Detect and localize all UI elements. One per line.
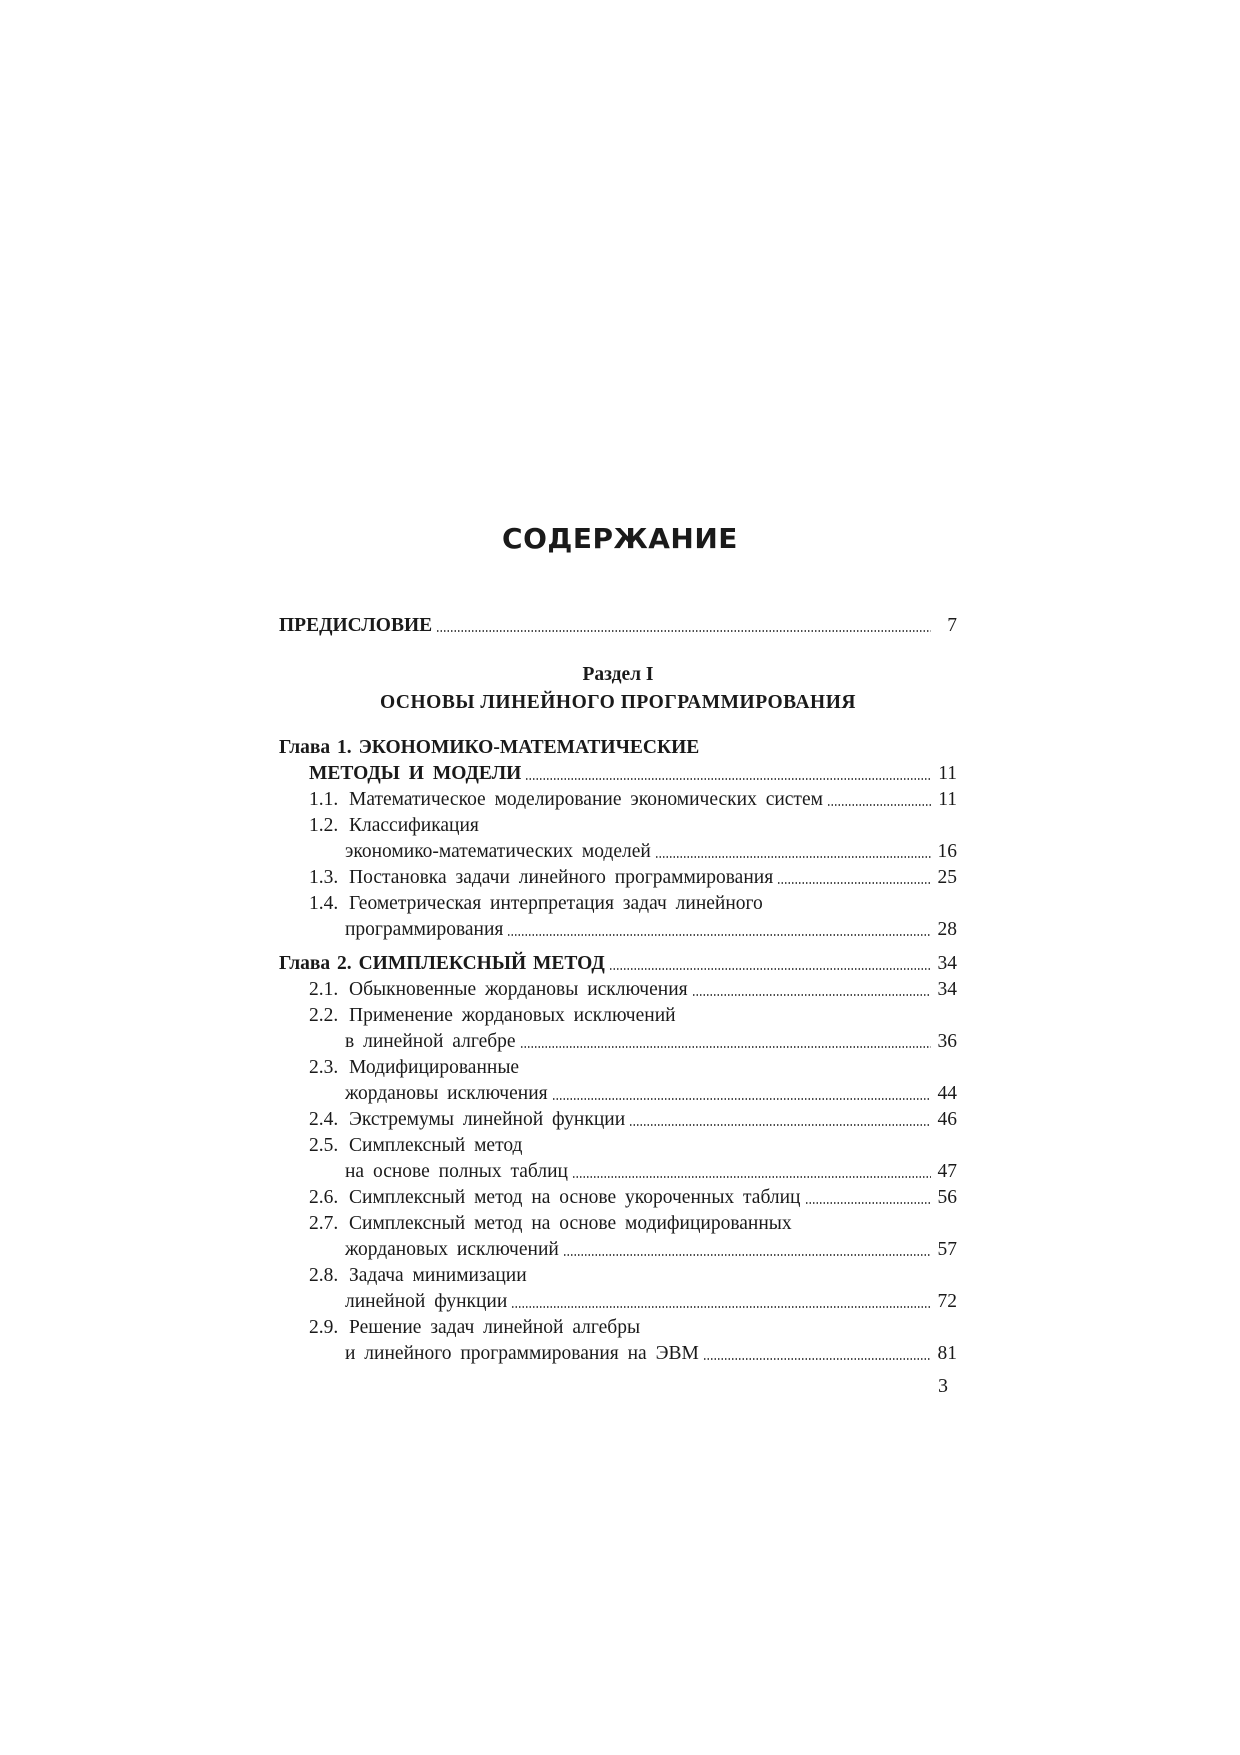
entry-title: программирования [345,919,504,940]
preface-label: ПРЕДИСЛОВИЕ [279,615,433,636]
toc-entry-2-1[interactable] [279,977,957,1003]
entry-number: 1.4. [309,893,339,914]
toc-entry-2-8[interactable] [279,1263,957,1289]
page-ref: 56 [937,1187,957,1208]
toc-entry-2-9-cont[interactable] [279,1341,957,1367]
entry-title: Решение задач линейной алгебры [349,1317,641,1338]
toc-entry-1-3[interactable] [279,865,957,891]
entry-title: Экстремумы линейной функции [349,1109,626,1130]
dot-leader [827,804,931,806]
page-ref: 46 [937,1109,957,1130]
toc-entry-2-7-cont[interactable] [279,1237,957,1263]
toc-entry-2-5-cont[interactable] [279,1159,957,1185]
page-ref: 72 [937,1291,957,1312]
toc-entry-1-4-cont[interactable] [279,917,957,943]
entry-title: Классификация [349,815,479,836]
toc-entry-2-3[interactable] [279,1055,957,1081]
toc-entry-1-2-cont[interactable] [279,839,957,865]
entry-title: на основе полных таблиц [345,1161,568,1182]
entry-title: Симплексный метод на основе модифицированных [349,1213,792,1234]
page-ref: 36 [937,1031,957,1052]
section-number: Раздел I [582,664,654,685]
entry-number: 2.8. [309,1265,339,1286]
toc-chapter-1-title[interactable] [279,735,957,761]
dot-leader [692,994,931,996]
page-ref: 47 [937,1161,957,1182]
chapter-title: СИМПЛЕКСНЫЙ МЕТОД [358,953,605,974]
toc-entry-1-4[interactable] [279,891,957,917]
page-ref: 11 [938,763,957,784]
page-ref: 7 [947,615,957,636]
page-ref: 81 [937,1343,957,1364]
entry-number: 1.2. [309,815,339,836]
dot-leader [511,1306,931,1308]
page-ref: 34 [937,953,957,974]
entry-title: и линейного программирования на ЭВМ [345,1343,699,1364]
entry-title: Применение жордановых исключений [349,1005,676,1026]
entry-title: Симплексный метод на основе укороченных таблиц [349,1187,801,1208]
toc-entry-2-9[interactable] [279,1315,957,1341]
entry-number: 2.5. [309,1135,339,1156]
entry-title: Математическое моделирование экономических систем [349,789,823,810]
page-title: СОДЕРЖАНИЕ [502,522,738,555]
entry-number: 2.7. [309,1213,339,1234]
entry-title: Симплексный метод [349,1135,523,1156]
dot-leader [609,968,931,970]
dot-leader [777,882,931,884]
dot-leader [655,856,931,858]
toc-entry-1-2[interactable] [279,813,957,839]
toc-entry-2-4[interactable] [279,1107,957,1133]
toc-entry-2-2[interactable] [279,1003,957,1029]
dot-leader [525,778,931,780]
entry-title: жордановых исключений [345,1239,559,1260]
entry-number: 2.6. [309,1187,339,1208]
entry-number: 1.3. [309,867,339,888]
chapter-prefix: Глава 1. [279,737,352,758]
dot-leader [629,1124,931,1126]
entry-title: линейной функции [345,1291,508,1312]
entry-number: 2.2. [309,1005,339,1026]
chapter-title: ЭКОНОМИКО-МАТЕМАТИЧЕСКИЕ [358,737,700,758]
page-ref: 44 [937,1083,957,1104]
entry-title: Обыкновенные жордановы исключения [349,979,688,1000]
entry-title: Задача минимизации [349,1265,527,1286]
entry-number: 2.9. [309,1317,339,1338]
chapter-title: МЕТОДЫ И МОДЕЛИ [309,763,522,784]
toc-chapter-2-title[interactable] [279,951,957,977]
entry-number: 2.1. [309,979,339,1000]
dot-leader [520,1046,931,1048]
page-ref: 57 [937,1239,957,1260]
entry-title: Постановка задачи линейного программирования [349,867,774,888]
toc-entry-2-3-cont[interactable] [279,1081,957,1107]
entry-title: Модифицированные [349,1057,520,1078]
page-ref: 11 [938,789,957,810]
toc-entry-2-5[interactable] [279,1133,957,1159]
page-ref: 28 [937,919,957,940]
entry-number: 2.3. [309,1057,339,1078]
toc-entry-2-2-cont[interactable] [279,1029,957,1055]
section-name: ОСНОВЫ ЛИНЕЙНОГО ПРОГРАММИРОВАНИЯ [380,692,856,713]
entry-title: экономико-математических моделей [345,841,651,862]
section-heading [279,661,957,717]
entry-title: в линейной алгебре [345,1031,516,1052]
table-of-contents [279,613,957,1367]
dot-leader [805,1202,932,1204]
page-ref: 34 [937,979,957,1000]
entry-title: Геометрическая интерпретация задач линейного [349,893,763,914]
toc-entry-1-1[interactable] [279,787,957,813]
dot-leader [552,1098,931,1100]
toc-chapter-1-title-cont[interactable] [279,761,957,787]
page-ref: 25 [937,867,957,888]
dot-leader [507,934,931,936]
toc-entry-2-6[interactable] [279,1185,957,1211]
toc-entry-2-7[interactable] [279,1211,957,1237]
dot-leader [572,1176,931,1178]
page-ref: 16 [937,841,957,862]
dot-leader [563,1254,931,1256]
entry-title: жордановы исключения [345,1083,548,1104]
toc-entry-preface[interactable] [279,613,957,639]
toc-entry-2-8-cont[interactable] [279,1289,957,1315]
page-number: 3 [938,1375,948,1397]
entry-number: 1.1. [309,789,339,810]
chapter-prefix: Глава 2. [279,953,352,974]
dot-leader [436,630,931,632]
dot-leader [703,1358,931,1360]
entry-number: 2.4. [309,1109,339,1130]
